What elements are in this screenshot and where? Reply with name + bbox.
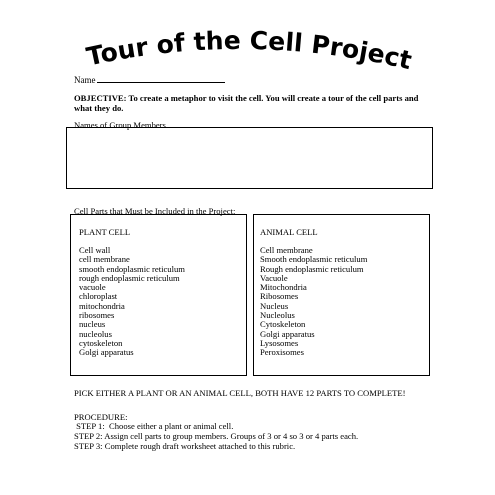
page-title bbox=[55, 20, 445, 80]
animal-cell-parts-list bbox=[260, 246, 367, 358]
list-item: Smooth endoplasmic reticulum bbox=[260, 254, 368, 265]
list-item: cytoskeleton bbox=[79, 337, 123, 348]
plant-cell-box bbox=[70, 214, 247, 376]
list-item: Lysosomes bbox=[260, 337, 299, 348]
list-item: mitochondria bbox=[79, 300, 125, 311]
animal-cell-heading: ANIMAL CELL bbox=[260, 227, 318, 237]
list-item: rough endoplasmic reticulum bbox=[79, 272, 180, 283]
list-item: Nucleolus bbox=[260, 310, 295, 321]
list-item: nucleus bbox=[79, 319, 106, 330]
list-item: Nucleus bbox=[260, 300, 289, 311]
plant-cell-parts-list bbox=[79, 246, 185, 358]
list-item: Cell wall bbox=[79, 245, 111, 255]
list-item: nucleolus bbox=[79, 328, 112, 339]
objective-text: To create a metaphor to visit the cell. You will create a tour of the cell parts and what they do. bbox=[74, 93, 419, 113]
pick-instruction: PICK EITHER A PLANT OR AN ANIMAL CELL, BOTH HAVE 12 PARTS TO COMPLETE! bbox=[74, 388, 406, 398]
list-item: cell membrane bbox=[79, 254, 130, 265]
page-title-text bbox=[84, 26, 415, 75]
cell-parts-label: Cell Parts that Must be Included in the Project: bbox=[74, 206, 236, 216]
group-members-label: Names of Group Members bbox=[74, 120, 166, 130]
group-members-box[interactable] bbox=[66, 127, 433, 189]
procedure-steps bbox=[74, 421, 358, 451]
name-label: Name bbox=[74, 75, 96, 85]
procedure-label: PROCEDURE: bbox=[74, 412, 128, 422]
list-item: Ribosomes bbox=[260, 291, 299, 302]
plant-cell-heading: PLANT CELL bbox=[79, 227, 131, 237]
animal-cell-box bbox=[253, 214, 430, 376]
list-item: chloroplast bbox=[79, 291, 118, 302]
name-blank-line[interactable] bbox=[97, 74, 225, 83]
list-item: vacuole bbox=[79, 282, 106, 293]
list-item: Rough endoplasmic reticulum bbox=[260, 263, 364, 274]
list-item: Golgi apparatus bbox=[79, 347, 134, 358]
name-field bbox=[74, 74, 225, 85]
list-item: Mitochondria bbox=[260, 282, 307, 293]
list-item: Golgi apparatus bbox=[260, 328, 315, 339]
procedure-step: STEP 1: Choose either a plant or animal cell. bbox=[74, 421, 234, 431]
procedure-step: STEP 3: Complete rough draft worksheet attached to this rubric. bbox=[74, 441, 296, 451]
list-item: Peroxisomes bbox=[260, 347, 304, 358]
list-item: smooth endoplasmic reticulum bbox=[79, 263, 185, 274]
objective-label: OBJECTIVE: bbox=[74, 93, 127, 103]
objective-paragraph bbox=[74, 93, 434, 113]
list-item: Cell membrane bbox=[260, 245, 313, 255]
list-item: Vacuole bbox=[260, 272, 288, 283]
list-item: ribosomes bbox=[79, 310, 115, 321]
list-item: Cytoskeleton bbox=[260, 319, 306, 330]
page-title-path: Tour of the Cell Project bbox=[83, 25, 415, 76]
procedure-step: STEP 2: Assign cell parts to group members. Groups of 3 or 4 so 3 or 4 parts each. bbox=[74, 431, 359, 441]
